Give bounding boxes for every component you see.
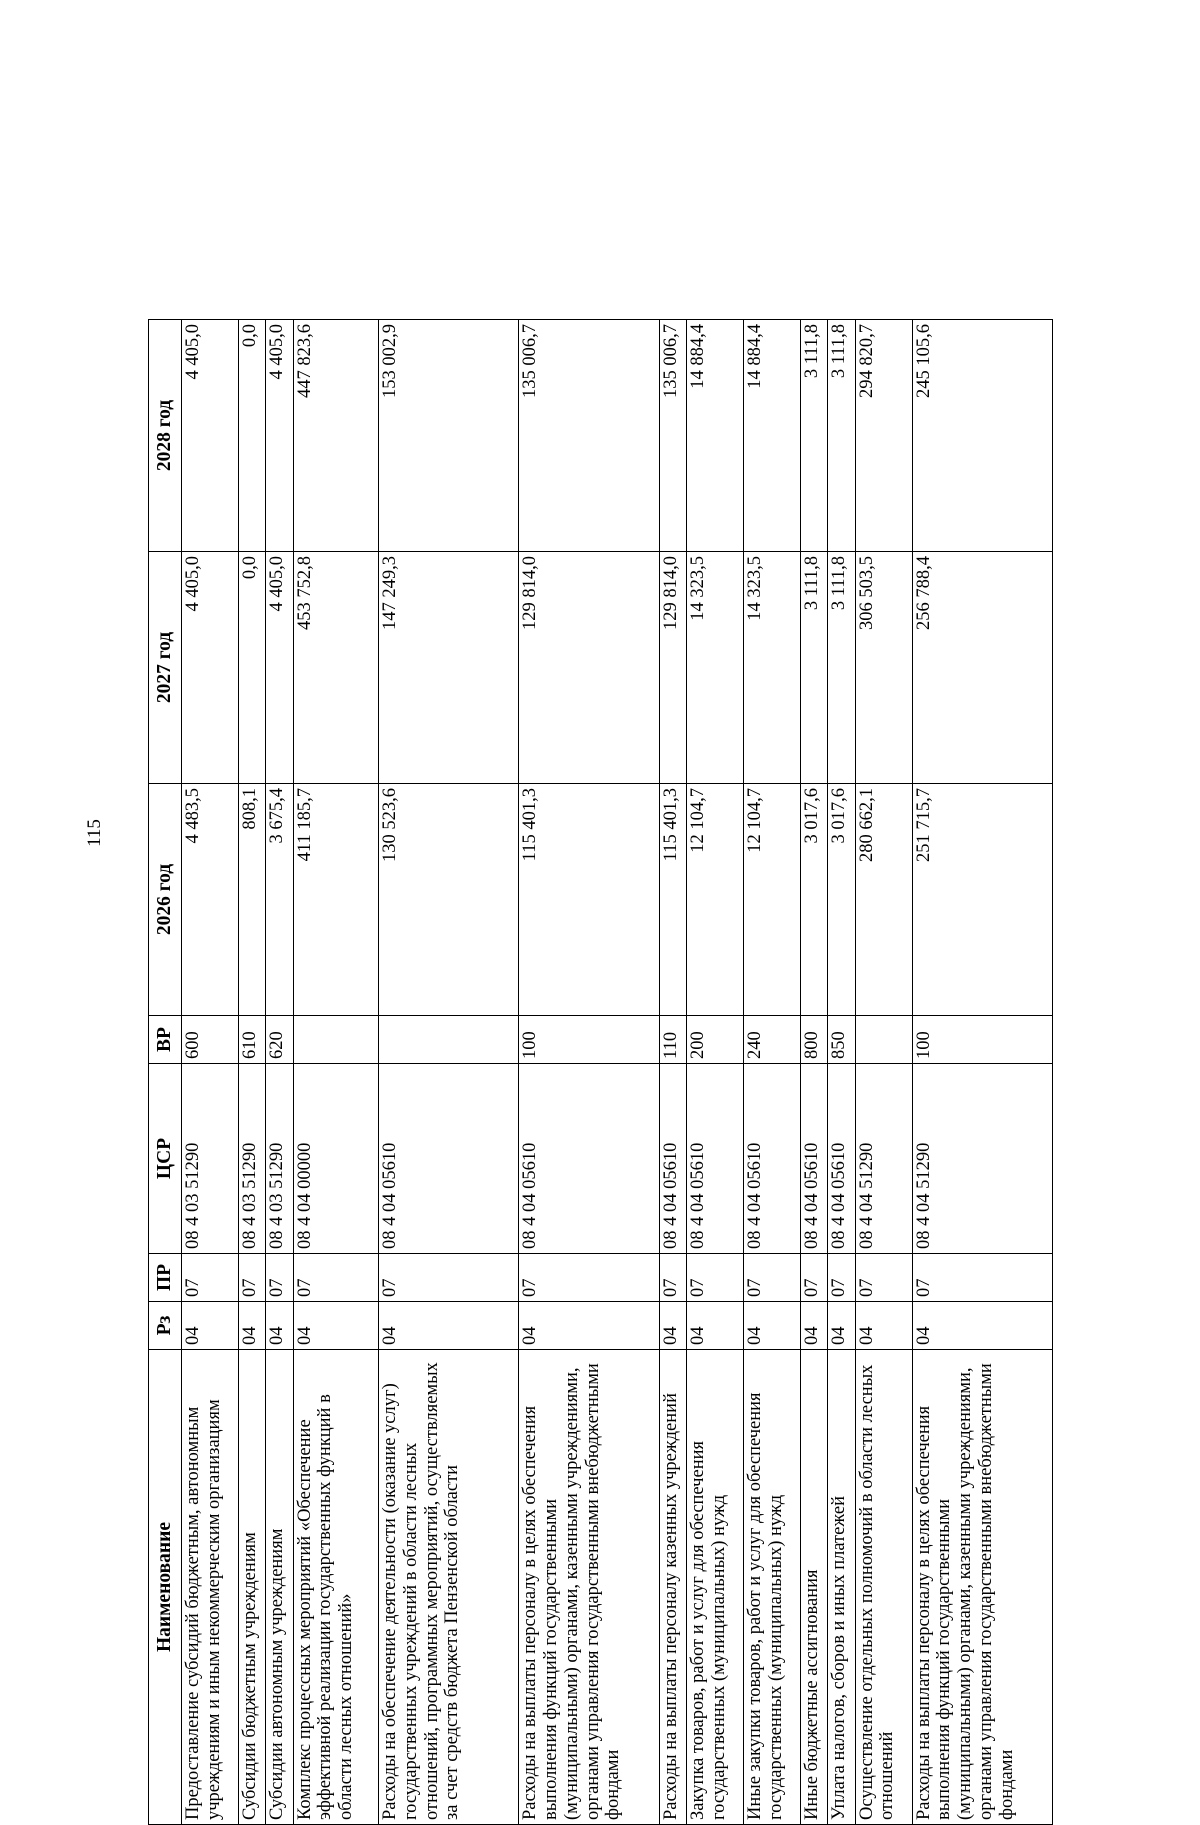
row-2027: 453 752,8: [293, 552, 378, 784]
row-name: Осуществление отдельных полномочий в области лесных отношений: [855, 1350, 912, 1825]
row-rz: 04: [266, 1302, 293, 1350]
row-name: Иные закупки товаров, работ и услуг для обеспечения государственных (муниципальных) нужд: [743, 1350, 800, 1825]
row-csr: 08 4 04 05610: [659, 1064, 686, 1254]
row-vr: 600: [182, 1016, 239, 1064]
table-row: [659, 320, 686, 1825]
row-rz: 04: [659, 1302, 686, 1350]
row-vr: [855, 1016, 912, 1064]
row-csr: 08 4 03 51290: [238, 1064, 265, 1254]
row-rz: 04: [743, 1302, 800, 1350]
row-vr: 200: [687, 1016, 744, 1064]
row-2026: 115 401,3: [659, 784, 686, 1016]
row-vr: 610: [238, 1016, 265, 1064]
row-2026: 3 017,6: [828, 784, 855, 1016]
row-csr: 08 4 04 05610: [379, 1064, 519, 1254]
row-name: Расходы на выплаты персоналу в целях обеспечения выполнения функций государственными (муниципальными) органами, казенными учреждениями, органами управления государственными внебюджетными фондами: [519, 1350, 659, 1825]
row-name: Субсидии бюджетным учреждениям: [238, 1350, 265, 1825]
header-2026: 2026 год: [149, 784, 182, 1016]
row-csr: 08 4 04 05610: [743, 1064, 800, 1254]
row-pr: 07: [687, 1254, 744, 1302]
page-number: 115: [84, 819, 105, 847]
row-vr: 620: [266, 1016, 293, 1064]
header-pr: ПР: [149, 1254, 182, 1302]
row-2026: 115 401,3: [519, 784, 659, 1016]
row-rz: 04: [912, 1302, 1052, 1350]
row-rz: 04: [828, 1302, 855, 1350]
row-2026: 130 523,6: [379, 784, 519, 1016]
header-vr: ВР: [149, 1016, 182, 1064]
row-2028: 294 820,7: [855, 320, 912, 552]
row-2026: 3 675,4: [266, 784, 293, 1016]
row-rz: 04: [800, 1302, 827, 1350]
budget-table: [148, 319, 1053, 1825]
row-rz: 04: [379, 1302, 519, 1350]
row-2028: 135 006,7: [519, 320, 659, 552]
row-csr: 08 4 04 05610: [519, 1064, 659, 1254]
row-csr: 08 4 04 00000: [293, 1064, 378, 1254]
row-csr: 08 4 04 51290: [912, 1064, 1052, 1254]
row-rz: 04: [855, 1302, 912, 1350]
table-row: [912, 320, 1052, 1825]
table-row: [828, 320, 855, 1825]
row-pr: 07: [743, 1254, 800, 1302]
row-rz: 04: [519, 1302, 659, 1350]
table-row: [855, 320, 912, 1825]
row-pr: 07: [182, 1254, 239, 1302]
row-vr: 100: [912, 1016, 1052, 1064]
table-row: [182, 320, 239, 1825]
row-2028: 245 105,6: [912, 320, 1052, 552]
table-header-row: [149, 320, 182, 1825]
table-row: [687, 320, 744, 1825]
row-name: Уплата налогов, сборов и иных платежей: [828, 1350, 855, 1825]
table-row: [800, 320, 827, 1825]
row-rz: 04: [293, 1302, 378, 1350]
row-2027: 147 249,3: [379, 552, 519, 784]
header-2027: 2027 год: [149, 552, 182, 784]
table-row: [379, 320, 519, 1825]
row-2028: 14 884,4: [687, 320, 744, 552]
row-vr: 240: [743, 1016, 800, 1064]
table-row: [519, 320, 659, 1825]
row-pr: 07: [912, 1254, 1052, 1302]
row-name: Предоставление субсидий бюджетным, автономным учреждениям и иным некоммерческим организациям: [182, 1350, 239, 1825]
row-2026: 808,1: [238, 784, 265, 1016]
table-row: [238, 320, 265, 1825]
row-name: Иные бюджетные ассигнования: [800, 1350, 827, 1825]
row-vr: 100: [519, 1016, 659, 1064]
row-name: Закупка товаров, работ и услуг для обеспечения государственных (муниципальных) нужд: [687, 1350, 744, 1825]
row-2028: 4 405,0: [266, 320, 293, 552]
header-name: Наименование: [149, 1350, 182, 1825]
row-2027: 129 814,0: [519, 552, 659, 784]
row-2028: 3 111,8: [828, 320, 855, 552]
row-pr: 07: [519, 1254, 659, 1302]
row-name: Расходы на выплаты персоналу казенных учреждений: [659, 1350, 686, 1825]
row-2028: 14 884,4: [743, 320, 800, 552]
row-2026: 12 104,7: [743, 784, 800, 1016]
row-pr: 07: [855, 1254, 912, 1302]
row-pr: 07: [379, 1254, 519, 1302]
row-csr: 08 4 03 51290: [182, 1064, 239, 1254]
row-2027: 306 503,5: [855, 552, 912, 784]
row-2028: 135 006,7: [659, 320, 686, 552]
header-csr: ЦСР: [149, 1064, 182, 1254]
row-rz: 04: [687, 1302, 744, 1350]
budget-table-container: [148, 320, 1053, 1825]
row-vr: 110: [659, 1016, 686, 1064]
row-2027: 0,0: [238, 552, 265, 784]
row-pr: 07: [293, 1254, 378, 1302]
row-2026: 280 662,1: [855, 784, 912, 1016]
header-2028: 2028 год: [149, 320, 182, 552]
row-rz: 04: [238, 1302, 265, 1350]
row-name: Расходы на обеспечение деятельности (оказание услуг) государственных учреждений в области лесных отношений, программных мероприятий, осуществляемых за счет средств бюджета Пензенской области: [379, 1350, 519, 1825]
row-vr: 850: [828, 1016, 855, 1064]
row-csr: 08 4 04 05610: [687, 1064, 744, 1254]
row-2027: 256 788,4: [912, 552, 1052, 784]
row-2028: 153 002,9: [379, 320, 519, 552]
row-pr: 07: [266, 1254, 293, 1302]
row-pr: 07: [828, 1254, 855, 1302]
row-pr: 07: [238, 1254, 265, 1302]
row-pr: 07: [800, 1254, 827, 1302]
header-rz: Рз: [149, 1302, 182, 1350]
row-name: Расходы на выплаты персоналу в целях обеспечения выполнения функций государственными (муниципальными) органами, казенными учреждениями, органами управления государственными внебюджетными фондами: [912, 1350, 1052, 1825]
row-name: Комплекс процессных мероприятий «Обеспечение эффективной реализации государственных функций в области лесных отношений»: [293, 1350, 378, 1825]
row-2027: 14 323,5: [687, 552, 744, 784]
table-row: [266, 320, 293, 1825]
row-rz: 04: [182, 1302, 239, 1350]
row-2027: 3 111,8: [800, 552, 827, 784]
row-2027: 14 323,5: [743, 552, 800, 784]
row-2028: 447 823,6: [293, 320, 378, 552]
row-2028: 3 111,8: [800, 320, 827, 552]
row-vr: [293, 1016, 378, 1064]
row-2026: 4 483,5: [182, 784, 239, 1016]
row-2028: 0,0: [238, 320, 265, 552]
table-row: [743, 320, 800, 1825]
row-csr: 08 4 04 51290: [855, 1064, 912, 1254]
row-2028: 4 405,0: [182, 320, 239, 552]
row-2027: 4 405,0: [182, 552, 239, 784]
row-2026: 251 715,7: [912, 784, 1052, 1016]
row-2026: 3 017,6: [800, 784, 827, 1016]
row-2027: 4 405,0: [266, 552, 293, 784]
row-2026: 12 104,7: [687, 784, 744, 1016]
row-csr: 08 4 03 51290: [266, 1064, 293, 1254]
row-2027: 129 814,0: [659, 552, 686, 784]
row-vr: 800: [800, 1016, 827, 1064]
row-csr: 08 4 04 05610: [800, 1064, 827, 1254]
row-csr: 08 4 04 05610: [828, 1064, 855, 1254]
row-2026: 411 185,7: [293, 784, 378, 1016]
row-pr: 07: [659, 1254, 686, 1302]
row-2027: 3 111,8: [828, 552, 855, 784]
row-name: Субсидии автономным учреждениям: [266, 1350, 293, 1825]
row-vr: [379, 1016, 519, 1064]
table-row: [293, 320, 378, 1825]
